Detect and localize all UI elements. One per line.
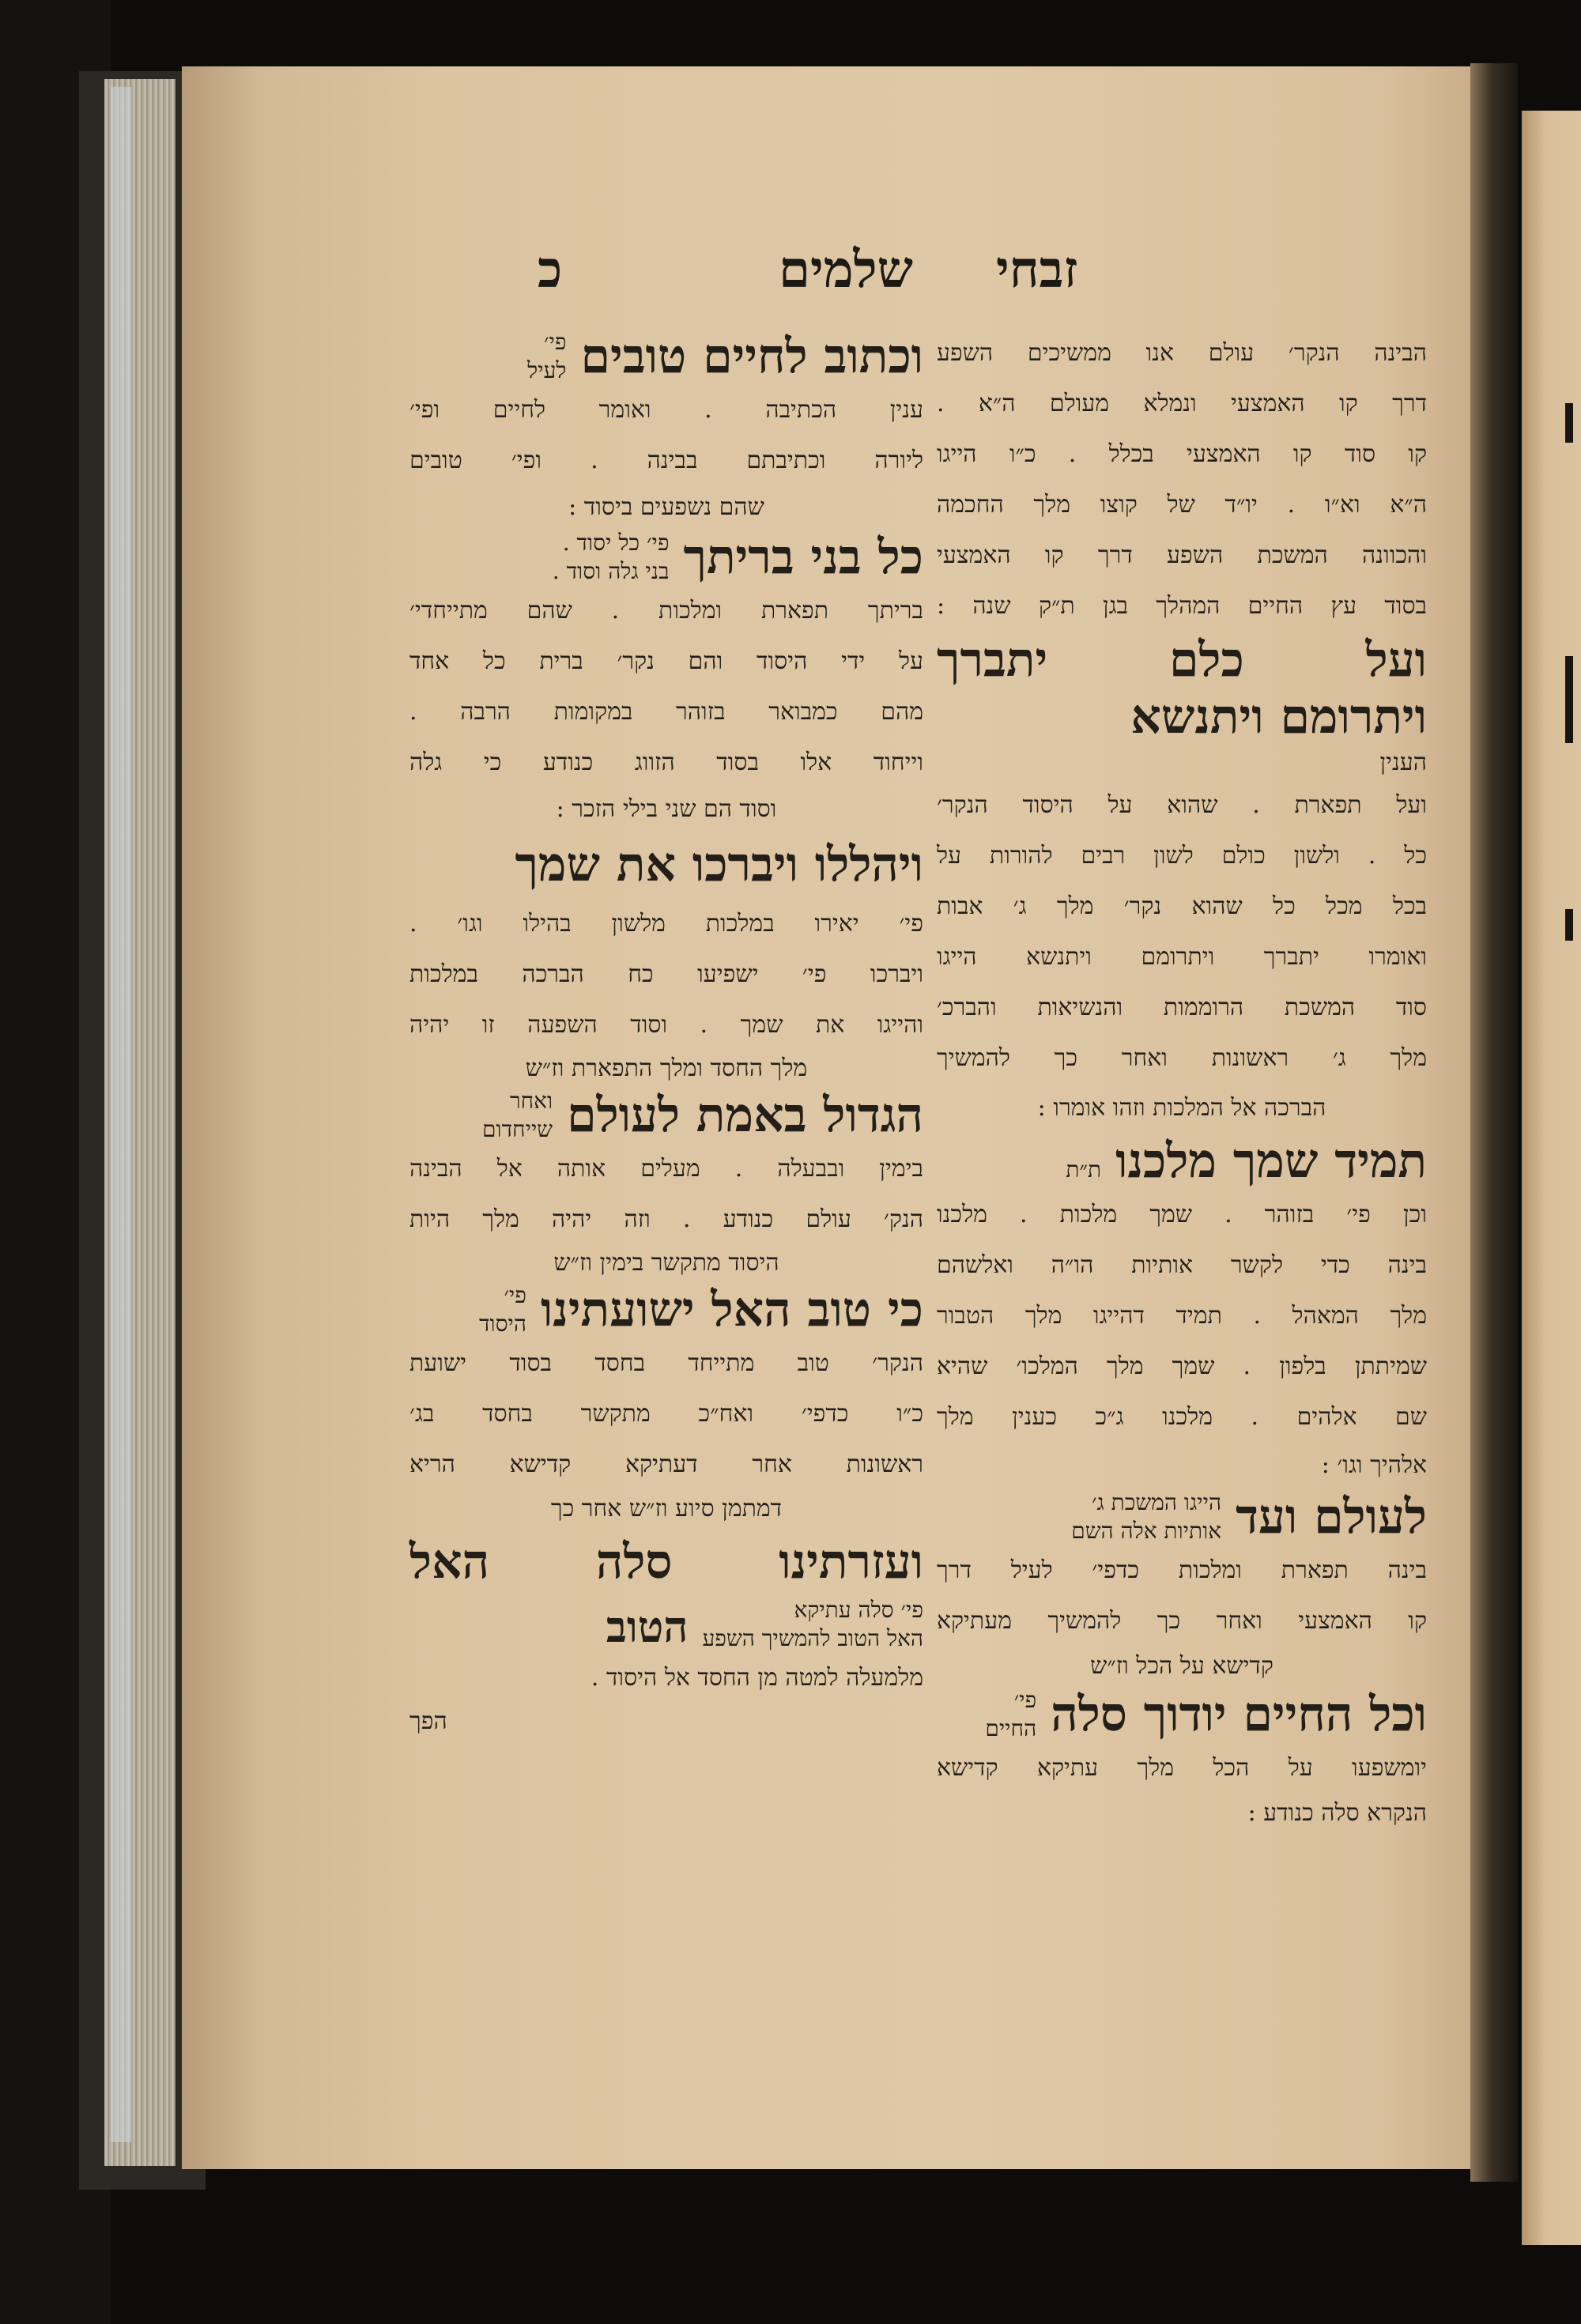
text-line: מלך ג׳ ראשונות ואחר כך להמשיך (937, 1044, 1427, 1072)
facing-page-glyph (1565, 403, 1573, 443)
text-line: שהם נשפעים ביסוד : (568, 493, 764, 521)
text-line: מהם כמבואר בזוהר במקומות הרבה . (409, 698, 923, 726)
facing-page-glyph (1565, 909, 1573, 941)
text-line: דרך קו האמצעי ונמלא מעולם ה״א . (937, 390, 1427, 417)
heading-row (409, 328, 923, 385)
paragraph (409, 1338, 923, 1528)
liturgy-heading: תמיד שמך מלכנו (1115, 1134, 1427, 1189)
text-column-right (937, 328, 1427, 1833)
liturgy-heading: ועזרתינו סלה האל (409, 1534, 923, 1590)
heading-row (937, 1133, 1427, 1190)
heading-row (409, 1596, 923, 1653)
note-line: הייגו המשכת ג׳ (1092, 1489, 1222, 1515)
text-line: בריתך תפארת ומלכות . שהם מתייחדי׳ (409, 597, 923, 624)
liturgy-heading: וכתוב לחיים טובים (580, 329, 923, 384)
liturgy-heading: וכל החיים יודוך סלה (1051, 1687, 1427, 1742)
text-line: יומשפעו על הכל מלך עתיקא קדישא (937, 1754, 1427, 1782)
liturgy-heading: ויתרומם ויתנשא (1130, 689, 1427, 745)
paragraph (409, 899, 923, 1087)
text-line: ליורה וכתיבתם בבינה . ופי׳ טובים (409, 447, 923, 474)
text-line: היסוד מתקשר בימין וז״ש (553, 1249, 779, 1277)
text-line: ועל תפארת . שהוא על היסוד הנקר׳ (937, 791, 1427, 819)
note-line: האל הטוב להמשיך השפע (702, 1625, 923, 1651)
text-line: על ידי היסוד והם נקר׳ ברית כל אחד (409, 647, 923, 675)
text-line: הנקר׳ טוב מתייחד בחסד בסוד ישועת (409, 1349, 923, 1377)
text-line: שמיתתן בלפון . שמך מלך המלכו׳ שהיא (937, 1353, 1427, 1380)
note-line: ואחר (509, 1088, 553, 1114)
text-line: מלך החסד ומלך התפארת וז״ש (525, 1054, 808, 1082)
marginal-note (1071, 1488, 1221, 1545)
text-line: הנקרא סלה כנודע : (1247, 1799, 1427, 1827)
text-line: והכוונה המשכת השפע דרך קו האמצעי (937, 541, 1427, 569)
note-line: פי׳ כל יסוד . (562, 530, 670, 556)
text-line: ה״א וא״ו . יו״ד של קוצו מלך החכמה (937, 491, 1427, 519)
marginal-note: ת״ת (1066, 1156, 1102, 1183)
page-number-letter: כ (538, 240, 563, 300)
liturgy-heading: כל בני בריתך (683, 530, 923, 585)
text-line: מלך המאהל . תמיד דהייגו מלך הטבור (937, 1302, 1427, 1330)
marginal-note (482, 1087, 553, 1144)
page-edge-highlight (111, 87, 131, 2142)
text-line: בסוד עץ החיים המהלך בגן ת״ק שנה : (937, 592, 1427, 620)
text-line: הפך (409, 1707, 447, 1735)
note-line: בני גלה וסוד . (552, 558, 670, 584)
paragraph (937, 328, 1427, 632)
heading-row (409, 1281, 923, 1338)
note-line: לעיל (527, 357, 567, 383)
liturgy-heading: כי טוב האל ישועתינו (540, 1282, 923, 1337)
marginal-note (479, 1281, 526, 1338)
facing-page-glyph (1565, 696, 1573, 743)
book-gutter (1470, 63, 1518, 2182)
facing-page-sliver (1522, 111, 1581, 2245)
paragraph (937, 780, 1427, 1133)
text-line: הבינה הנקר׳ עולם אנו ממשיכים השפע (937, 339, 1427, 367)
text-line: ענין הכתיבה . ואומר לחיים ופי׳ (409, 396, 923, 424)
paragraph (409, 385, 923, 529)
text-line: אלהיך וגו׳ : (1321, 1451, 1427, 1479)
text-line: כל . ולשון כולם לשון רבים להורות על (937, 842, 1427, 870)
text-line: דמתמן סיוע וז״ש אחר כך (550, 1495, 783, 1522)
running-title-right: זבחי (996, 240, 1078, 300)
paragraph (409, 586, 923, 831)
paragraph (409, 1144, 923, 1281)
text-line: בינה תפארת ומלכות כדפי׳ לעיל דרך (937, 1556, 1427, 1584)
text-line: קו סוד קו האמצעי בכלל . כ״ו הייגו (937, 440, 1427, 468)
liturgy-heading: לעולם ועד (1236, 1489, 1427, 1545)
text-line: מלמעלה למטה מן החסד אל היסוד . (591, 1664, 923, 1692)
paragraph (937, 1545, 1427, 1686)
heading-row (409, 529, 923, 586)
marginal-note (553, 529, 670, 586)
text-line: סוד המשכת הרוממות והנשיאות והברכ׳ (937, 994, 1427, 1021)
liturgy-heading: הגדול באמת לעולם (567, 1088, 923, 1143)
note-line: פי׳ סלה עתיקא (794, 1597, 923, 1623)
text-line: הענין (1379, 749, 1427, 776)
text-line: ראשונות אחר דעתיקא קדישא הריא (409, 1451, 923, 1478)
heading-row (937, 1686, 1427, 1743)
text-line: הברכה אל המלכות וזהו אומרו : (1037, 1094, 1326, 1122)
text-line: והייגו את שמך . וסוד השפעה זו יהיה (409, 1011, 923, 1039)
text-line: בכל מכל כל שהוא נקר׳ מלך ג׳ אבות (937, 892, 1427, 920)
note-line: פי׳ (1013, 1687, 1037, 1713)
text-line: וסוד הם שני בילי הזכר : (556, 795, 777, 823)
note-line: היסוד (478, 1311, 526, 1337)
text-line: וכן פי׳ בזוהר . שמך מלכות . מלכנו (937, 1201, 1427, 1228)
heading-row (409, 1087, 923, 1144)
text-line: פי׳ יאירו במלכות מלשון בהילו וגו׳ . (409, 910, 923, 938)
marginal-note (985, 1686, 1036, 1743)
paragraph (937, 1190, 1427, 1488)
text-line: קדישא על הכל וז״ש (1090, 1652, 1273, 1680)
text-line: קו האמצעי ואחר כך להמשיך מעתיקא (937, 1607, 1427, 1635)
text-line: וייחוד אלו בסוד הזווג כנודע כי גלה (409, 749, 923, 776)
marginal-note (527, 328, 566, 385)
liturgy-heading: ועל כלם יתברך (937, 632, 1427, 688)
note-line: אותיות אלה השם (1071, 1518, 1222, 1544)
text-line: ואומרו יתברך ויתרומם ויתנשא הייגו (937, 943, 1427, 971)
heading-row (937, 1488, 1427, 1545)
liturgy-heading: ויהללו ויברכו את שמך (515, 837, 923, 892)
paragraph (409, 1653, 923, 1740)
text-line: ויברכו פי׳ ישפיעו כח הברכה במלכות (409, 960, 923, 988)
paragraph (937, 1743, 1427, 1833)
running-title-middle: שלמים (779, 240, 913, 300)
text-line: הנק׳ עולם כנודע . וזה יהיה מלך היות (409, 1205, 923, 1233)
note-line: שייחדום (481, 1116, 553, 1142)
marginal-note (702, 1596, 923, 1653)
text-line: בינה כדי לקשר אותיות הו״ה ואלשהם (937, 1251, 1427, 1279)
note-line: החיים (985, 1715, 1037, 1741)
text-line: בימין ובבעלה . מעלים אותה אל הבינה (409, 1155, 923, 1183)
note-line: פי׳ (504, 1282, 526, 1308)
liturgy-heading: הטוב (606, 1602, 689, 1652)
text-line: כ״ו כדפי׳ ואח״כ מתקשר בחסד בג׳ (409, 1400, 923, 1428)
text-column-left (409, 328, 923, 1740)
note-line: פי׳ (544, 329, 567, 355)
text-line: שם אלהים . מלכנו ג״כ כענין מלך (937, 1403, 1427, 1431)
